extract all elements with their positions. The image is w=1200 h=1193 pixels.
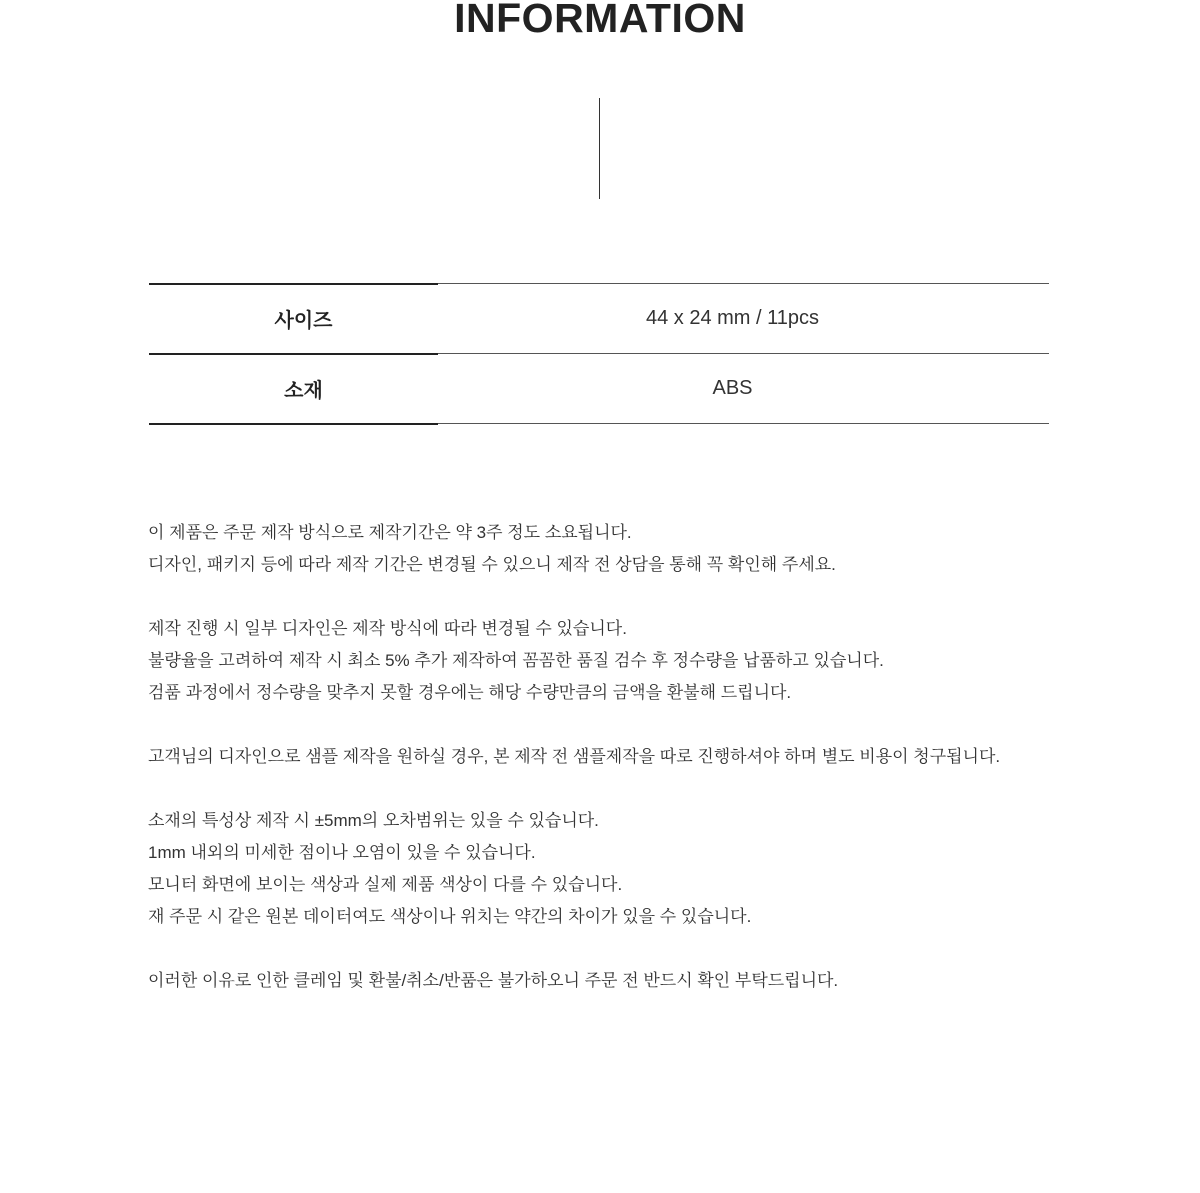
paragraph-gap [148,773,1108,805]
notice-line: 재 주문 시 같은 원본 데이터여도 색상이나 위치는 약간의 차이가 있을 수 있습니다. [148,907,752,926]
section-title: INFORMATION [454,0,746,41]
spec-value-size: 44 x 24 mm / 11pcs [645,306,820,329]
row-rule-strong [149,283,438,285]
row-rule [438,353,1049,354]
spec-label-size: 사이즈 [274,309,333,332]
vertical-divider [599,98,600,199]
spec-row-material [149,353,1049,423]
notice-text [148,517,1108,997]
row-rule [438,283,1049,284]
paragraph-gap [148,933,1108,965]
notice-line: 이 제품은 주문 제작 방식으로 제작기간은 약 3주 정도 소요됩니다. [148,523,632,542]
notice-line: 제작 진행 시 일부 디자인은 제작 방식에 따라 변경될 수 있습니다. [148,619,627,638]
notice-line: 이러한 이유로 인한 클레임 및 환불/취소/반품은 불가하오니 주문 전 반드시 확인 부탁드립니다. [148,971,839,990]
notice-line: 디자인, 패키지 등에 따라 제작 기간은 변경될 수 있으니 제작 전 상담을 통해 꼭 확인해 주세요. [148,555,836,574]
notice-line: 검품 과정에서 정수량을 맞추지 못할 경우에는 해당 수량만큼의 금액을 환불해 드립니다. [148,683,792,702]
paragraph-gap [148,581,1108,613]
spec-value-material: ABS [712,376,753,399]
notice-line: 모니터 화면에 보이는 색상과 실제 제품 색상이 다를 수 있습니다. [148,875,623,894]
table-bottom-rule-strong [149,423,438,425]
notice-line: 소재의 특성상 제작 시 ±5mm의 오차범위는 있을 수 있습니다. [148,811,599,830]
row-rule-strong [149,353,438,355]
paragraph-gap [148,709,1108,741]
spec-row-size [149,283,1049,353]
table-bottom-rule [438,423,1049,424]
notice-line: 고객님의 디자인으로 샘플 제작을 원하실 경우, 본 제작 전 샘플제작을 따로 진행하셔야 하며 별도 비용이 청구됩니다. [148,747,1001,766]
notice-line: 1mm 내외의 미세한 점이나 오염이 있을 수 있습니다. [148,843,536,862]
spec-table [149,283,1049,423]
notice-line: 불량율을 고려하여 제작 시 최소 5% 추가 제작하여 꼼꼼한 품질 검수 후 정수량을 납품하고 있습니다. [148,651,884,670]
spec-label-material: 소재 [284,379,323,402]
